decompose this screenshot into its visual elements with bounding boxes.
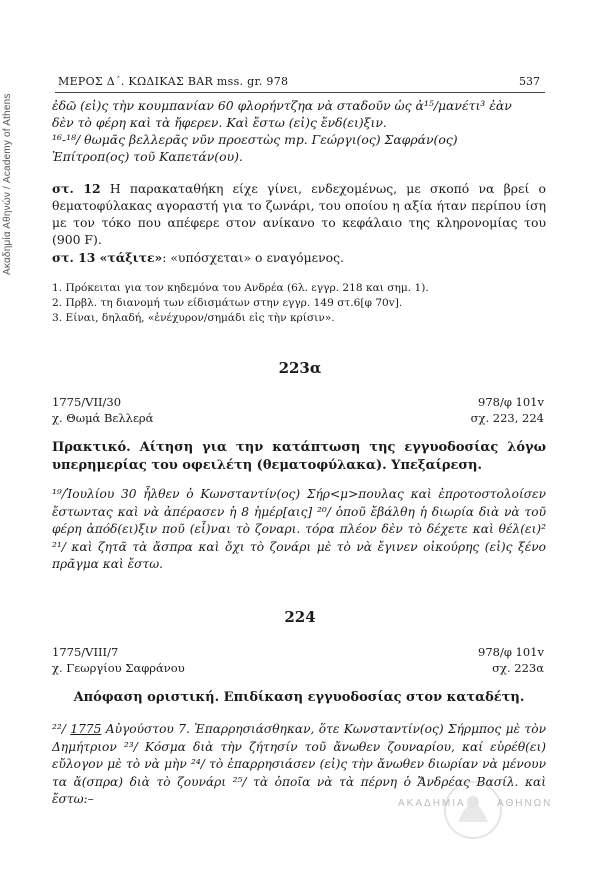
header-rule [55,92,545,93]
doc223a-text: ¹⁹/Ἰουλίου 30 ἦλθεν ὁ Κωνσταντίν(ος) Σήρ<μ>πουλας καὶ ἐπροτοστολοίσεν ἔστωντας καὶ νὰ ἀπέρασεν ἡ 8 ἡμέρ[αις] ²⁰/ ὁποῦ ἔβάλθη ἡ διωρία διὰ νὰ τοῦ φέρη ἀπόδ(ει)ξιν ποῦ (εἶ)ναι τὸ ζοναρι. τόρα πλέον δὲν τὸ δέχετε καὶ θέλ(ει)² ²¹/ καὶ ζητᾶ τὰ ἄσπρα καὶ ὄχι τὸ ζονάρι μὲ τὸ νὰ ἔγινεν οἰκούρης (εἰ)ς ξένο πρᾶγμα καὶ ἔστω. [52,487,546,571]
commentary-text: Η παρακαταθήκη είχε γίνει, ενδεχομένως, με σκοπό να βρεί ο θεματοφύλακας αγοραστή για το ζωνάρι, του οποίου η αξία ήταν περίπου ίση με τον τόκο που απέφερε στον ανίκανο το κεφάλαιο της κληρονομίας του (900 F). [52,181,546,247]
doc-cross-ref: σχ. 223α [492,661,544,675]
doc224-meta-left [52,644,185,676]
footnote: 2. Πρβλ. τη διανομή των είδισμάτων στην εγγρ. 149 στ.6[φ 70v]. [52,297,403,309]
doc-ref: 978/φ 101v [478,395,544,409]
commentary-text: : «υπόσχεται» ο εναγόμενος. [162,250,344,265]
doc-body: Αὐγούστου 7. Ἐπαρρησιάσθηκαν, ὅτε Κωνσταντίν(ος) Σήρμπος μὲ τὸν Δημήτριον ²³/ Κόσμα διὰ τὴν ζήτησίν τοῦ ἄνωθεν ζουναρίου, καί εὑρέθ(ει) εὔλογον μὲ τὸ νὰ μὴν ²⁴/ τὸ ἐπαρρησιάσεν (εἰ)ς τὴν ἄνωθεν διωρίαν νὰ μένουν τα ἄ(σπρα) διὰ τὸ ζουνάρι ²⁵/ τὰ ὁποῖα νὰ τὰ πέρνη ὁ Ἄνδρέας Βασίλ. καὶ ἔστω:– [52,722,546,806]
footnotes [52,281,546,326]
commentary-st12 [52,180,546,248]
doc223a-meta-left [52,394,153,426]
commentary-label: στ. 13 «τάξιτε» [52,250,163,265]
doc223a-meta-right [471,394,544,426]
doc-ref: 978/φ 101v [478,645,544,659]
doc-date: 1775/VIII/7 [52,645,119,659]
doc-number-224: 224 [284,608,316,626]
doc224-meta-right [478,644,544,676]
footnote: 3. Είναι, δηλαδή, «ἐνέχυρον/σημάδι εἰς τὴν κρίσιν». [52,312,335,324]
doc223a-title: Πρακτικό. Αίτηση για την κατάπτωση της εγγυοδοσίας λόγω υπερημερίας του οφειλέτη (θεματοφύλακα). Υπεξαίρεση. [52,440,546,473]
footnote: 1. Πρόκειται για τον κηδεμόνα του Ανδρέα (6λ. εγγρ. 218 και σημ. 1). [52,282,429,294]
doc-hand: χ. Γεωργίου Σαφράνου [52,661,185,675]
top-text-line: Ἐπίτροπ(ος) τοῦ Καπετάν(ου). [52,149,243,164]
doc-cross-ref: σχ. 223, 224 [470,411,544,425]
doc224-title: Απόφαση οριστική. Επιδίκαση εγγυοδοσίας στον καταδέτη. [73,690,525,705]
top-text-line: ἐδῶ (εἰ)ς τὴν κουμπανίαν 60 φλορήντζηα νὰ σταδοῦν ὡς ἀ¹⁵/μανέτι³ ἐὰν [52,98,512,113]
line-number: ²²/ [52,722,71,736]
commentary-label: στ. 12 [52,181,101,196]
commentary-st13 [52,249,546,266]
underlined-year: 1775 [70,722,102,736]
top-text-block [52,97,546,165]
doc-number-223a: 223α [278,359,322,377]
header-title: ΜΕΡΟΣ Δ΄. ΚΩΔΙΚΑΣ BAR mss. gr. 978 [58,75,289,88]
doc-date: 1775/VII/30 [52,395,122,409]
top-text-line: ¹⁶-¹⁸/ θωμᾶς βελλερᾶς νῦν προεστὼς mp. Γεώργι(ος) Σαφράν(ος) [52,132,458,147]
seal-text-right: ΑΘΗΝΩΝ [497,798,553,809]
running-header [58,75,540,91]
academy-seal-watermark [398,770,548,870]
doc-hand: χ. Θωμά Βελλερά [52,411,154,425]
seal-text-left: ΑΚΑΔΗΜΙΑ [398,798,466,809]
page-number: 537 [519,75,540,88]
academy-side-watermark: Ακαδημία Αθηνών / Academy of Athens [2,93,13,275]
top-text-line: δὲν τὸ φέρη καὶ τὰ ἤφερεν. Καὶ ἔστω (εἰ)ς ἔνδ(ει)ξιν. [52,115,387,130]
